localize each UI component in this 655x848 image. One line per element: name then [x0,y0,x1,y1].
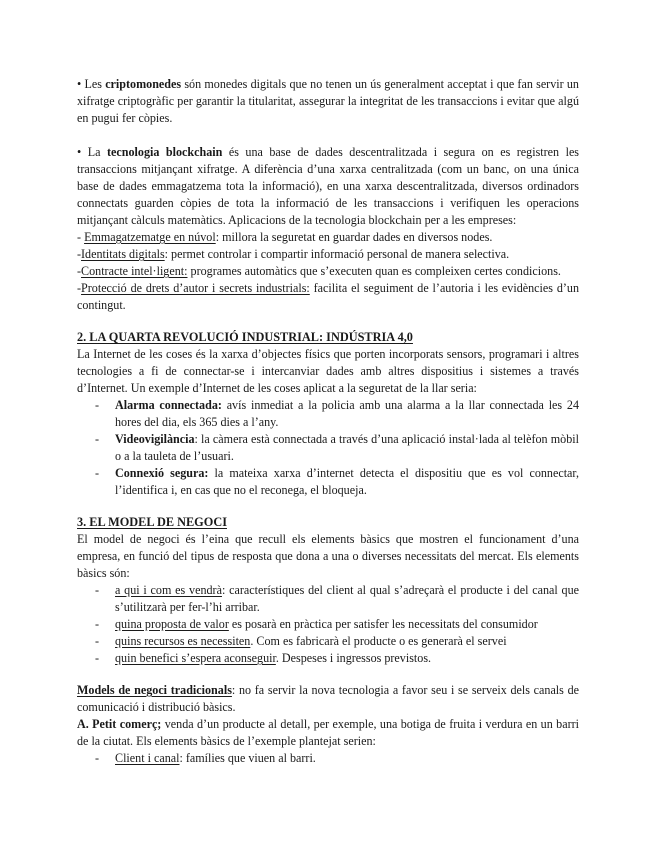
list-item: - Client i canal: famílies que viuen al barri. [115,750,579,767]
blockchain-app: -Contracte intel·ligent: programes automàtics que s’executen quan es compleixen certes condicions. [77,264,561,278]
section2-intro: La Internet de les coses és la xarxa d’objectes físics que porten incorporats sensors, programari i altres tecnologies a fi de connectar-se i intercanviar dades amb altres dispositius i sistemes a través d’Internet. Un exemple d’Internet de les coses aplicat a la seguretat de la llar seria: [77,347,579,395]
list-item: - Videovigilància: la càmera està connectada a través d’una aplicació instal·lada al telèfon mòbil o a la tauleta de l’usuari. [115,431,579,465]
blockchain-paragraph: • La tecnologia blockchain és una base de dades descentralitzada i segura on es registren les transaccions mitjançant xifratge. A diferència d’una xarxa centralitzada (com un banc, on una única base de dades emmagatzema tota la informació), en una xarxa descentralitzada, diversos ordinadors connectats guarden còpies de tota la informació de les transaccions i verifiquen les operacions mitjançant càlculs matemàtics. Aplicacions de la tecnologia blockchain per a les empreses: [77,145,580,227]
business-elements-list [77,582,579,667]
crypto-term: criptomonedes [105,77,182,91]
blockchain-app: -Protecció de drets d’autor i secrets industrials: facilita el seguiment de l’autoria i les evidències d’un contingut. [77,281,579,312]
list-item: - Alarma connectada: avís inmediat a la policia amb una alarma a la llar connectada les 24 hores del dia, els 365 dies a l’any. [115,397,579,431]
app-term: Protecció de drets d’autor i secrets industrials: [81,281,310,295]
bullet: • [77,145,82,159]
crypto-paragraph: • Les criptomonedes són monedes digitals que no tenen un ús generalment acceptat i que fan servir un xifratge criptogràfic per garantir la titularitat, assegurar la integritat de les transaccions i evitar que algú en pugui fer còpies. [77,77,579,125]
app-term: Identitats digitals [81,247,165,261]
blockchain-app: - Emmagatzematge en núvol: millora la seguretat en guardar dades en diversos nodes. [77,230,493,244]
section-heading-industry-4: 2. LA QUARTA REVOLUCIÓ INDUSTRIAL: INDÚSTRIA 4,0 [77,330,413,344]
list-item: - Connexió segura: la mateixa xarxa d’internet detecta el dispositiu que es vol connectar, l’identifica i, en cas que no el reconega, el bloqueja. [115,465,579,499]
iot-examples-list [77,397,579,499]
bullet: • [77,77,82,91]
traditional-models-paragraph: Models de negoci tradicionals: no fa servir la nova tecnologia a favor seu i se serveix dels canals de comunicació i distribució bàsics. [77,683,579,714]
app-term: Emmagatzematge en núvol [84,230,216,244]
app-term: Contracte intel·ligent: [81,264,188,278]
blockchain-term: tecnologia blockchain [107,145,223,159]
models-term: Models de negoci tradicionals [77,683,232,697]
list-item: - quina proposta de valor es posarà en pràctica per satisfer les necessitats del consumidor [115,616,579,633]
example-paragraph: A. Petit comerç; venda d’un producte al detall, per exemple, una botiga de fruita i verdura en un barri de la ciutat. Els elements bàsics de l’exemple plantejat serien: [77,717,579,748]
example-elements-list [77,750,579,767]
blockchain-app: -Identitats digitals: permet controlar i compartir informació personal de manera selectiva. [77,247,510,261]
list-item: - a qui i com es vendrà: característiques del client al qual s’adreçarà el producte i del canal que s’utilitzarà per fer-l’hi arribar. [115,582,579,616]
example-term: A. Petit comerç; [77,717,162,731]
section-heading-business-model: 3. EL MODEL DE NEGOCI [77,515,227,529]
list-item: - quin benefici s’espera aconseguir. Despeses i ingressos previstos. [115,650,579,667]
list-item: - quins recursos es necessiten. Com es fabricarà el producte o es generarà el servei [115,633,579,650]
section3-intro: El model de negoci és l’eina que recull els elements bàsics que mostren el funcionament d’una empresa, en funció del tipus de resposta que dona a una o diverses necessitats del mercat. Els elements bàsics són: [77,532,579,580]
